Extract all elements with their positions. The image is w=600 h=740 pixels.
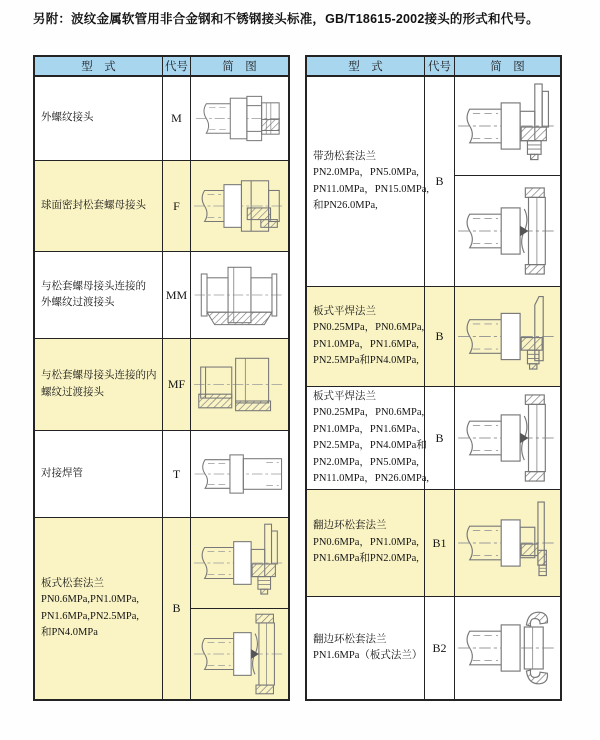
butt-weld-pipe-diagram <box>191 431 288 517</box>
fitting-type-line: PN1.0MPa，PN1.6MPa, <box>313 338 419 350</box>
fitting-type-cell <box>307 597 425 699</box>
fitting-type-line: PN1.6MPa（板式法兰） <box>313 650 423 661</box>
male-thread-transition-fitting-diagram <box>191 252 288 338</box>
diagram-cell <box>455 387 560 489</box>
diagram-cell <box>455 490 560 596</box>
table-header-row <box>307 57 560 77</box>
table-row <box>307 597 560 699</box>
table-row <box>35 518 288 699</box>
sphere-seal-union-nut-fitting-diagram <box>191 161 288 251</box>
diagram-cell <box>191 161 288 251</box>
fitting-type-cell <box>307 490 425 596</box>
fitting-code: MF <box>163 339 191 430</box>
table-row <box>307 77 560 287</box>
fitting-type-line: 翻边环松套法兰 <box>313 633 387 645</box>
diagram-cell <box>191 518 288 699</box>
fitting-type-cell <box>35 252 163 338</box>
fitting-code: MM <box>163 252 191 338</box>
table-row <box>307 490 560 597</box>
table-row <box>35 339 288 431</box>
header-code-label: 代号 <box>425 57 455 75</box>
diagram-cell <box>191 252 288 338</box>
table-row <box>35 161 288 252</box>
fitting-code: F <box>163 161 191 251</box>
fitting-type-line: 带劲松套法兰 <box>313 150 376 162</box>
fitting-code: B <box>425 287 455 386</box>
header-type-label: 型 式 <box>35 57 163 75</box>
plate-loose-flange-diagram-1 <box>191 518 288 609</box>
fitting-type-line: 球面密封松套螺母接头 <box>41 199 146 211</box>
fitting-type-line: PN1.6MPa,PN2.5MPa, <box>41 610 140 622</box>
fitting-type-line: 板式平焊法兰 <box>313 305 376 317</box>
fitting-type-line: PN0.25MPa，PN0.6MPa, <box>313 322 425 333</box>
fitting-code: B <box>163 518 191 699</box>
diagram-cell <box>191 431 288 517</box>
table-row <box>307 387 560 490</box>
fitting-code: T <box>163 431 191 517</box>
fitting-type-line: PN2.5MPa和PN4.0MPa, <box>313 355 419 366</box>
fitting-type-line: 外螺纹接头 <box>41 112 94 124</box>
fitting-type-line: PN11.0MPa，PN26.0MPa, <box>313 473 430 484</box>
fitting-code: B <box>425 387 455 489</box>
fitting-type-line: PN0.6MPa,PN1.0MPa, <box>41 594 140 605</box>
fitting-type-line: PN1.0MPa，PN1.6MPa、 <box>313 423 427 435</box>
header-code-label: 代号 <box>163 57 191 75</box>
fitting-table-left <box>33 55 290 701</box>
neck-loose-flange-diagram-2 <box>455 176 560 286</box>
fitting-type-line: PN2.5MPa，PN4.0MPa和 <box>313 440 427 451</box>
fitting-code: B2 <box>425 597 455 699</box>
header-type-label: 型 式 <box>307 57 425 75</box>
fitting-type-cell <box>35 339 163 430</box>
fitting-type-line: 对接焊管 <box>41 467 83 479</box>
fitting-type-line: PN0.25MPa，PN0.6MPa, <box>313 407 425 418</box>
fitting-type-cell <box>307 387 430 489</box>
fitting-type-line: 和PN26.0MPa, <box>313 200 378 211</box>
table-row <box>35 77 288 161</box>
plate-weld-flange-diagram-2 <box>455 387 560 489</box>
header-diagram-label: 简 图 <box>490 61 525 73</box>
diagram-cell <box>191 339 288 430</box>
male-thread-fitting-diagram <box>191 77 288 160</box>
fitting-type-cell <box>307 287 425 386</box>
fitting-type-line: PN0.6MPa，PN1.0MPa, <box>313 536 419 548</box>
fitting-type-line: 和PN4.0MPa <box>41 627 98 638</box>
fitting-type-cell <box>35 77 163 160</box>
fitting-code: B1 <box>425 490 455 596</box>
fitting-type-line: 螺纹过渡接头 <box>41 386 104 398</box>
diagram-cell <box>455 287 560 386</box>
fitting-code: M <box>163 77 191 160</box>
fitting-type-line: PN11.0MPa，PN15.0MPa, <box>313 183 430 195</box>
page-title: 另附：波纹金属软管用非合金钢和不锈钢接头标准，GB/T18615-2002接头的形式和代号。 <box>33 12 539 26</box>
fitting-type-line: PN1.6MPa和PN2.0MPa, <box>313 553 419 565</box>
fitting-table-right <box>305 55 562 701</box>
table-row <box>35 431 288 518</box>
fitting-type-line: 与松套螺母接头连接的内 <box>41 370 157 381</box>
flared-ring-loose-flange-diagram <box>455 490 560 596</box>
neck-loose-flange-diagram-1 <box>455 77 560 176</box>
diagram-cell <box>455 597 560 699</box>
diagram-cell <box>191 77 288 160</box>
table-row <box>307 287 560 387</box>
fitting-type-line: 板式松套法兰 <box>41 577 104 589</box>
plate-loose-flange-diagram-2 <box>191 609 288 699</box>
fitting-code: B <box>425 77 455 286</box>
header-diagram-label: 简 图 <box>222 61 257 73</box>
female-thread-transition-fitting-diagram <box>191 339 288 430</box>
diagram-cell <box>455 77 560 286</box>
fitting-type-cell <box>307 77 430 286</box>
fitting-type-line: 板式平焊法兰 <box>313 390 376 402</box>
fitting-type-line: PN2.0MPa，PN5.0MPa, <box>313 167 419 178</box>
plate-weld-flange-diagram-1 <box>455 287 560 386</box>
table-header-row <box>35 57 288 77</box>
fitting-type-cell <box>35 518 163 699</box>
table-row <box>35 252 288 339</box>
fitting-type-line: PN2.0MPa，PN5.0MPa, <box>313 456 419 468</box>
fitting-type-cell <box>35 431 163 517</box>
fitting-type-line: 外螺纹过渡接头 <box>41 297 115 308</box>
fitting-type-line: 翻边环松套法兰 <box>313 520 387 532</box>
flared-ring-plate-flange-diagram <box>455 597 560 699</box>
fitting-type-cell <box>35 161 163 251</box>
fitting-type-line: 与松套螺母接头连接的 <box>41 280 146 292</box>
